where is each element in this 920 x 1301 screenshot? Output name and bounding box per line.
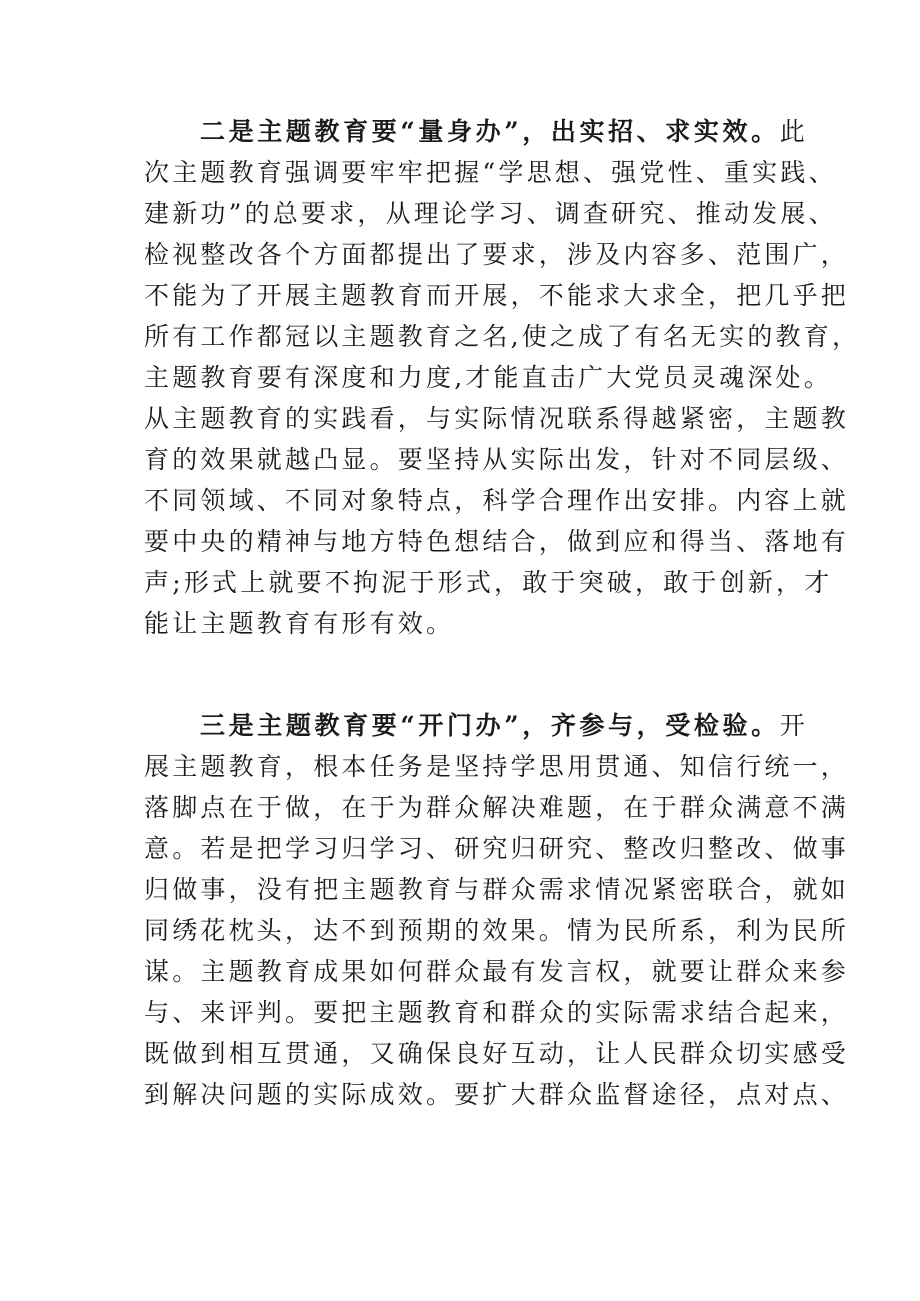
paragraph-line: 归做事，没有把主题教育与群众需求情况紧密联合，就如 bbox=[144, 875, 850, 904]
paragraph-line: 既做到相互贯通，又确保良好互动，让人民群众切实感受 bbox=[144, 1039, 850, 1068]
paragraph-line bbox=[144, 705, 808, 746]
paragraph-line: 与、来评判。要把主题教育和群众的实际需求结合起来， bbox=[144, 998, 850, 1027]
paragraph-line: 意。若是把学习归学习、研究归研究、整改归整改、做事 bbox=[144, 834, 850, 863]
paragraph-line: 谋。主题教育成果如何群众最有发言权，就要让群众来参 bbox=[144, 957, 850, 986]
paragraph-line: 能让主题教育有形有效。 bbox=[144, 609, 455, 638]
paragraph-line: 不能为了开展主题教育而开展，不能求大求全，把几乎把 bbox=[144, 281, 850, 310]
paragraph-line: 声;形式上就要不拘泥于形式，敢于突破，敢于创新，才 bbox=[144, 568, 833, 597]
paragraph-lead-heading: 二是主题教育要“量身办”，出实招、求实效。 bbox=[200, 117, 780, 146]
paragraph-line: 同绣花枕头，达不到预期的效果。情为民所系，利为民所 bbox=[144, 916, 850, 945]
paragraph-line: 所有工作都冠以主题教育之名,使之成了有名无实的教育， bbox=[144, 322, 861, 351]
paragraph-line: 育的效果就越凸显。要坚持从实际出发，针对不同层级、 bbox=[144, 445, 850, 474]
paragraph-lead-heading: 三是主题教育要“开门办”，齐参与，受检验。 bbox=[200, 711, 780, 740]
paragraph-line: 不同领域、不同对象特点，科学合理作出安排。内容上就 bbox=[144, 486, 850, 515]
paragraph-text: 此 bbox=[779, 117, 808, 146]
paragraph-line bbox=[144, 111, 808, 152]
paragraph-line: 落脚点在于做，在于为群众解决难题，在于群众满意不满 bbox=[144, 793, 850, 822]
paragraph-line: 展主题教育，根本任务是坚持学思用贯通、知信行统一， bbox=[144, 752, 850, 781]
paragraph-line: 从主题教育的实践看，与实际情况联系得越紧密，主题教 bbox=[144, 404, 850, 433]
paragraph-theme-education-open-door bbox=[144, 705, 850, 1115]
paragraph-line: 要中央的精神与地方特色想结合，做到应和得当、落地有 bbox=[144, 527, 850, 556]
paragraph-text: 开 bbox=[779, 711, 808, 740]
paragraph-theme-education-tailored bbox=[144, 111, 861, 644]
paragraph-line: 到解决问题的实际成效。要扩大群众监督途径，点对点、 bbox=[144, 1080, 850, 1109]
paragraph-line: 检视整改各个方面都提出了要求，涉及内容多、范围广， bbox=[144, 240, 850, 269]
paragraph-line: 建新功”的总要求，从理论学习、调查研究、推动发展、 bbox=[144, 199, 837, 228]
paragraph-line: 次主题教育强调要牢牢把握“学思想、强党性、重实践、 bbox=[144, 158, 837, 187]
paragraph-line: 主题教育要有深度和力度,才能直击广大党员灵魂深处。 bbox=[144, 363, 832, 392]
